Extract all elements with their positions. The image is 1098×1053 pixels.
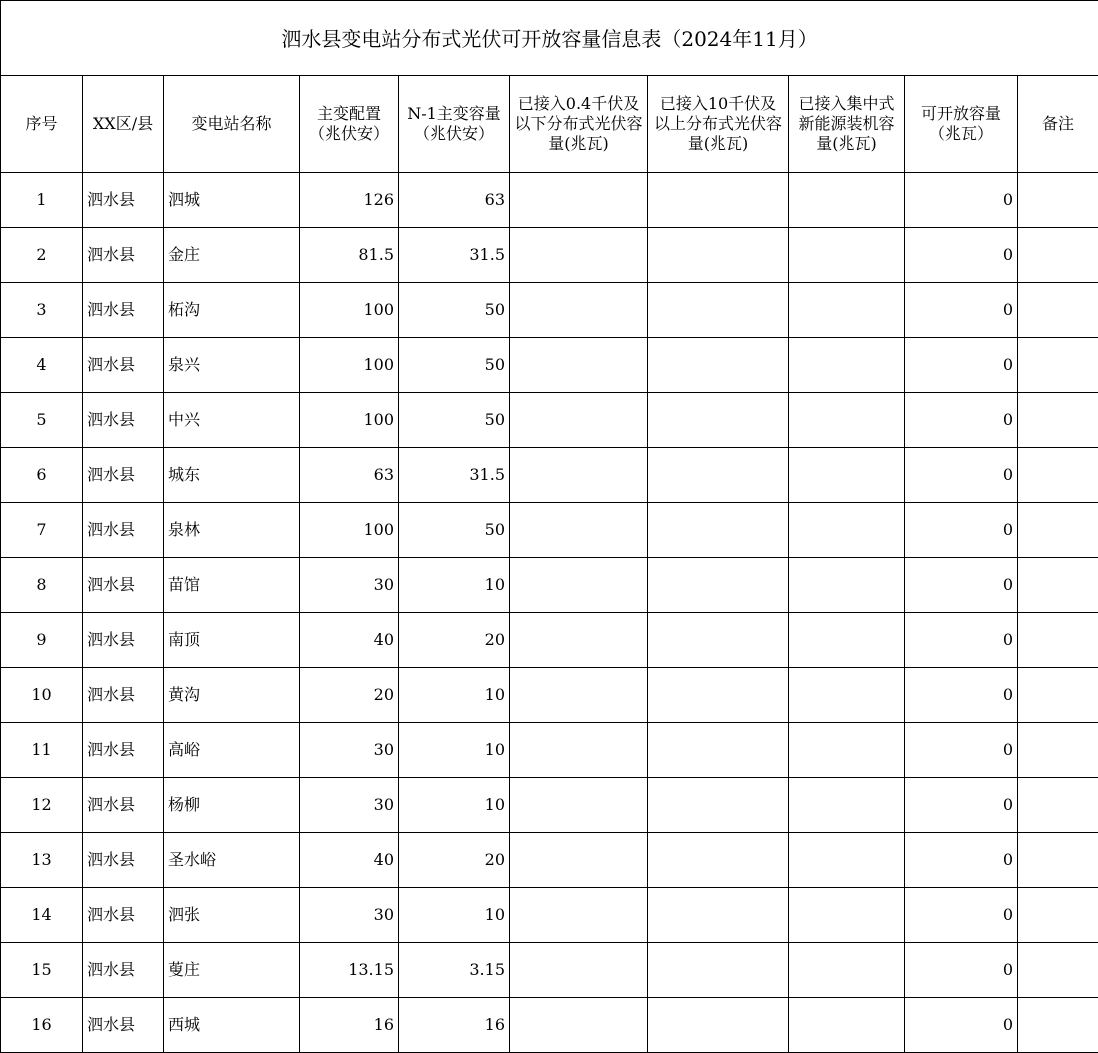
table-row [1,283,1098,338]
transformer-config-cell: 40 [300,613,399,668]
transformer-config-cell: 40 [300,833,399,888]
connected-10kv-cell [648,393,789,448]
n1-capacity-cell: 10 [399,778,510,833]
remarks-cell [1018,393,1098,448]
county-cell: 泗水县 [83,833,164,888]
connected-centralized-cell [789,668,905,723]
transformer-config-cell: 126 [300,173,399,228]
connected-low-voltage-cell [510,228,648,283]
county-cell: 泗水县 [83,998,164,1053]
remarks-cell [1018,173,1098,228]
substation-name-cell: 泉兴 [164,338,300,393]
remarks-cell [1018,888,1098,943]
transformer-config-cell: 100 [300,338,399,393]
county-cell: 泗水县 [83,668,164,723]
index-cell: 1 [1,173,83,228]
connected-centralized-cell [789,723,905,778]
county-cell: 泗水县 [83,558,164,613]
open-capacity-cell: 0 [905,668,1018,723]
connected-centralized-cell [789,833,905,888]
open-capacity-cell: 0 [905,283,1018,338]
county-cell: 泗水县 [83,723,164,778]
remarks-cell [1018,723,1098,778]
connected-centralized-cell [789,778,905,833]
connected-centralized-cell [789,283,905,338]
remarks-cell [1018,338,1098,393]
transformer-config-cell: 20 [300,668,399,723]
n1-capacity-cell: 10 [399,668,510,723]
connected-10kv-cell [648,723,789,778]
table-row [1,888,1098,943]
n1-capacity-cell: 10 [399,558,510,613]
transformer-config-cell: 63 [300,448,399,503]
index-cell: 5 [1,393,83,448]
connected-10kv-cell [648,448,789,503]
connected-centralized-cell [789,943,905,998]
index-cell: 4 [1,338,83,393]
n1-capacity-cell: 20 [399,833,510,888]
connected-10kv-cell [648,558,789,613]
connected-low-voltage-cell [510,503,648,558]
county-cell: 泗水县 [83,173,164,228]
open-capacity-cell: 0 [905,173,1018,228]
table-row [1,173,1098,228]
substation-name-cell: 城东 [164,448,300,503]
index-cell: 11 [1,723,83,778]
n1-capacity-cell: 10 [399,888,510,943]
connected-centralized-cell [789,558,905,613]
table-row [1,943,1098,998]
connected-centralized-cell [789,613,905,668]
open-capacity-cell: 0 [905,833,1018,888]
n1-capacity-cell: 50 [399,393,510,448]
table-row [1,503,1098,558]
transformer-config-cell: 100 [300,393,399,448]
table-row [1,558,1098,613]
substation-name-cell: 南顶 [164,613,300,668]
connected-centralized-cell [789,503,905,558]
connected-low-voltage-cell [510,998,648,1053]
index-cell: 10 [1,668,83,723]
header-n1-capacity: N-1主变容量（兆伏安） [399,76,510,173]
index-cell: 14 [1,888,83,943]
remarks-cell [1018,503,1098,558]
connected-low-voltage-cell [510,943,648,998]
connected-centralized-cell [789,228,905,283]
open-capacity-cell: 0 [905,448,1018,503]
county-cell: 泗水县 [83,503,164,558]
remarks-cell [1018,228,1098,283]
open-capacity-cell: 0 [905,228,1018,283]
substation-name-cell: 中兴 [164,393,300,448]
open-capacity-cell: 0 [905,338,1018,393]
connected-low-voltage-cell [510,393,648,448]
n1-capacity-cell: 50 [399,338,510,393]
open-capacity-cell: 0 [905,888,1018,943]
substation-name-cell: 黄沟 [164,668,300,723]
substation-name-cell: 杨柳 [164,778,300,833]
transformer-config-cell: 16 [300,998,399,1053]
county-cell: 泗水县 [83,393,164,448]
county-cell: 泗水县 [83,448,164,503]
header-row [1,76,1098,173]
connected-10kv-cell [648,613,789,668]
index-cell: 16 [1,998,83,1053]
substation-name-cell: 泗城 [164,173,300,228]
connected-centralized-cell [789,173,905,228]
remarks-cell [1018,998,1098,1053]
index-cell: 7 [1,503,83,558]
open-capacity-cell: 0 [905,613,1018,668]
remarks-cell [1018,448,1098,503]
open-capacity-cell: 0 [905,943,1018,998]
connected-10kv-cell [648,668,789,723]
connected-10kv-cell [648,338,789,393]
remarks-cell [1018,943,1098,998]
open-capacity-cell: 0 [905,558,1018,613]
county-cell: 泗水县 [83,228,164,283]
transformer-config-cell: 100 [300,503,399,558]
n1-capacity-cell: 50 [399,283,510,338]
table-row [1,448,1098,503]
county-cell: 泗水县 [83,338,164,393]
n1-capacity-cell: 31.5 [399,448,510,503]
table-title: 泗水县变电站分布式光伏可开放容量信息表（2024年11月） [1,1,1098,76]
connected-10kv-cell [648,173,789,228]
index-cell: 15 [1,943,83,998]
transformer-config-cell: 13.15 [300,943,399,998]
connected-10kv-cell [648,943,789,998]
substation-name-cell: 苗馆 [164,558,300,613]
substation-name-cell: 金庄 [164,228,300,283]
table-row [1,228,1098,283]
transformer-config-cell: 30 [300,723,399,778]
connected-low-voltage-cell [510,338,648,393]
n1-capacity-cell: 3.15 [399,943,510,998]
connected-10kv-cell [648,778,789,833]
connected-10kv-cell [648,503,789,558]
county-cell: 泗水县 [83,283,164,338]
open-capacity-cell: 0 [905,723,1018,778]
remarks-cell [1018,558,1098,613]
open-capacity-cell: 0 [905,998,1018,1053]
table-row [1,723,1098,778]
n1-capacity-cell: 63 [399,173,510,228]
substation-name-cell: 泉林 [164,503,300,558]
county-cell: 泗水县 [83,613,164,668]
n1-capacity-cell: 50 [399,503,510,558]
county-cell: 泗水县 [83,888,164,943]
connected-low-voltage-cell [510,833,648,888]
n1-capacity-cell: 10 [399,723,510,778]
transformer-config-cell: 30 [300,778,399,833]
transformer-config-cell: 30 [300,558,399,613]
index-cell: 6 [1,448,83,503]
connected-low-voltage-cell [510,613,648,668]
header-connected-centralized: 已接入集中式新能源装机容量(兆瓦) [789,76,905,173]
transformer-config-cell: 30 [300,888,399,943]
substation-name-cell: 蓃庄 [164,943,300,998]
connected-low-voltage-cell [510,723,648,778]
index-cell: 13 [1,833,83,888]
connected-centralized-cell [789,888,905,943]
table-row [1,338,1098,393]
substation-name-cell: 泗张 [164,888,300,943]
index-cell: 9 [1,613,83,668]
index-cell: 3 [1,283,83,338]
transformer-config-cell: 81.5 [300,228,399,283]
header-substation-name: 变电站名称 [164,76,300,173]
transformer-config-cell: 100 [300,283,399,338]
connected-low-voltage-cell [510,173,648,228]
county-cell: 泗水县 [83,943,164,998]
connected-low-voltage-cell [510,558,648,613]
header-open-capacity: 可开放容量（兆瓦） [905,76,1018,173]
header-transformer-config: 主变配置（兆伏安） [300,76,399,173]
header-index: 序号 [1,76,83,173]
remarks-cell [1018,833,1098,888]
connected-10kv-cell [648,998,789,1053]
header-connected-10kv: 已接入10千伏及以上分布式光伏容量(兆瓦) [648,76,789,173]
connected-low-voltage-cell [510,778,648,833]
substation-name-cell: 圣水峪 [164,833,300,888]
remarks-cell [1018,668,1098,723]
index-cell: 12 [1,778,83,833]
index-cell: 8 [1,558,83,613]
remarks-cell [1018,613,1098,668]
connected-low-voltage-cell [510,448,648,503]
connected-10kv-cell [648,888,789,943]
open-capacity-cell: 0 [905,778,1018,833]
table-row [1,613,1098,668]
connected-low-voltage-cell [510,888,648,943]
substation-name-cell: 柘沟 [164,283,300,338]
n1-capacity-cell: 16 [399,998,510,1053]
n1-capacity-cell: 20 [399,613,510,668]
connected-10kv-cell [648,228,789,283]
connected-centralized-cell [789,448,905,503]
connected-centralized-cell [789,338,905,393]
table-row [1,998,1098,1053]
connected-low-voltage-cell [510,668,648,723]
header-remarks: 备注 [1018,76,1098,173]
county-cell: 泗水县 [83,778,164,833]
open-capacity-cell: 0 [905,503,1018,558]
open-capacity-cell: 0 [905,393,1018,448]
connected-centralized-cell [789,998,905,1053]
connected-centralized-cell [789,393,905,448]
remarks-cell [1018,283,1098,338]
connected-low-voltage-cell [510,283,648,338]
header-county: XX区/县 [83,76,164,173]
table-row [1,668,1098,723]
substation-name-cell: 西城 [164,998,300,1053]
remarks-cell [1018,778,1098,833]
index-cell: 2 [1,228,83,283]
table-row [1,778,1098,833]
connected-10kv-cell [648,283,789,338]
table-row [1,393,1098,448]
substation-name-cell: 高峪 [164,723,300,778]
header-connected-low-voltage: 已接入0.4千伏及以下分布式光伏容量(兆瓦) [510,76,648,173]
table-row [1,833,1098,888]
connected-10kv-cell [648,833,789,888]
n1-capacity-cell: 31.5 [399,228,510,283]
